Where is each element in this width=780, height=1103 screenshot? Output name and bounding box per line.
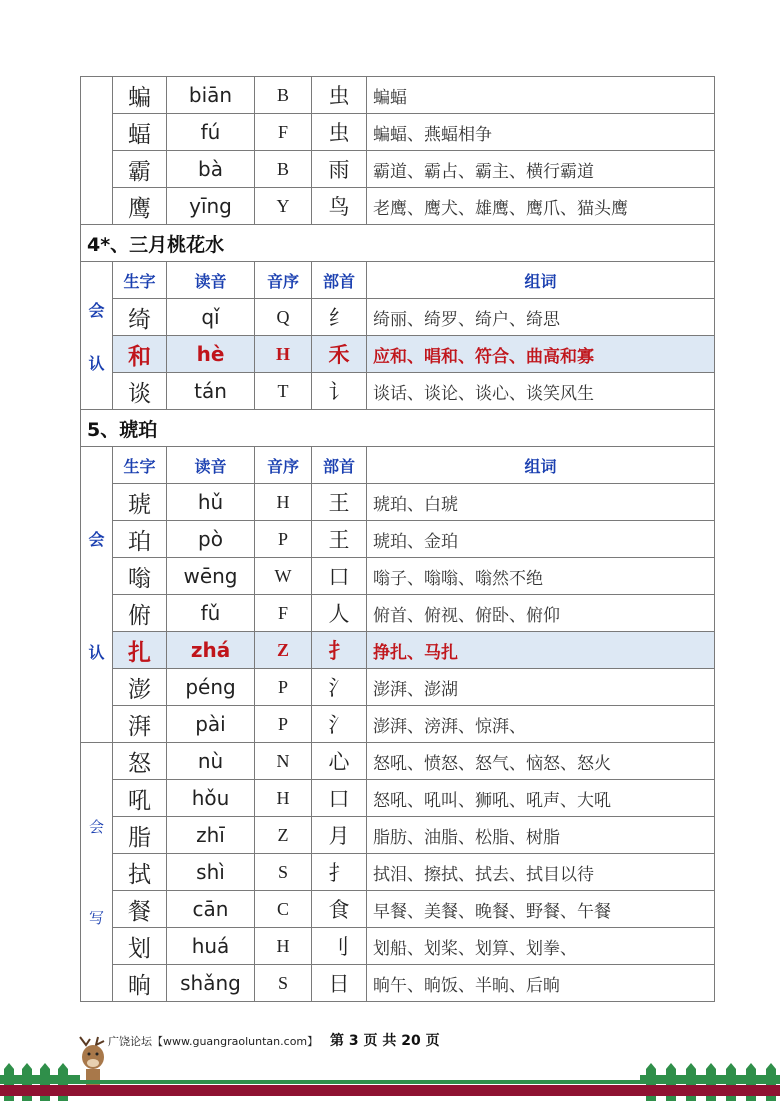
order-cell: P (255, 706, 312, 743)
order-cell: Y (255, 188, 312, 225)
char-cell: 划 (113, 928, 167, 965)
table-row (81, 817, 715, 854)
char-cell: 脂 (113, 817, 167, 854)
radical-cell: 纟 (312, 299, 367, 336)
pinyin-cell: hǒu (167, 780, 255, 817)
header-words: 组词 (367, 262, 715, 299)
table-row (81, 114, 715, 151)
char-cell: 蝙 (113, 77, 167, 114)
section-title: 5、琥珀 (81, 410, 715, 447)
radical-cell: 氵 (312, 669, 367, 706)
header-row (81, 447, 715, 484)
table-row (81, 891, 715, 928)
char-cell: 怒 (113, 743, 167, 780)
table-row (81, 373, 715, 410)
words-cell: 琥珀、金珀 (367, 521, 715, 558)
pinyin-cell: fǔ (167, 595, 255, 632)
order-cell: P (255, 521, 312, 558)
footer-stripe-green (0, 1080, 780, 1084)
words-cell: 老鹰、鹰犬、雄鹰、鹰爪、猫头鹰 (367, 188, 715, 225)
char-cell: 嗡 (113, 558, 167, 595)
order-cell: Q (255, 299, 312, 336)
table-row (81, 484, 715, 521)
pinyin-cell: nù (167, 743, 255, 780)
table-row (81, 780, 715, 817)
section-title: 4*、三月桃花水 (81, 225, 715, 262)
side-label-read (81, 447, 113, 743)
table-row (81, 669, 715, 706)
words-cell: 蝙蝠 (367, 77, 715, 114)
words-cell: 绮丽、绮罗、绮户、绮思 (367, 299, 715, 336)
pinyin-cell: shì (167, 854, 255, 891)
radical-cell: 雨 (312, 151, 367, 188)
pinyin-cell: fú (167, 114, 255, 151)
table-row (81, 965, 715, 1002)
pinyin-cell: pò (167, 521, 255, 558)
radical-cell: 月 (312, 817, 367, 854)
radical-cell: 虫 (312, 114, 367, 151)
radical-cell: 扌 (312, 854, 367, 891)
char-cell: 俯 (113, 595, 167, 632)
order-cell: B (255, 77, 312, 114)
table-row (81, 77, 715, 114)
words-cell: 谈话、谈论、谈心、谈笑风生 (367, 373, 715, 410)
table-row (81, 558, 715, 595)
table-row (81, 743, 715, 780)
radical-cell: 王 (312, 521, 367, 558)
header-row (81, 262, 715, 299)
char-cell: 绮 (113, 299, 167, 336)
order-cell: H (255, 928, 312, 965)
side-label-write (81, 743, 113, 1002)
char-cell: 餐 (113, 891, 167, 928)
pinyin-cell: wēng (167, 558, 255, 595)
radical-cell: 口 (312, 780, 367, 817)
order-cell: P (255, 669, 312, 706)
pinyin-cell: cān (167, 891, 255, 928)
pinyin-cell: bà (167, 151, 255, 188)
pinyin-cell: péng (167, 669, 255, 706)
highlighted-row (81, 632, 715, 669)
table-row (81, 299, 715, 336)
radical-cell: 虫 (312, 77, 367, 114)
table-row (81, 928, 715, 965)
char-cell: 谈 (113, 373, 167, 410)
pinyin-cell: hè (167, 336, 255, 373)
words-cell: 怒吼、吼叫、狮吼、吼声、大吼 (367, 780, 715, 817)
order-cell: S (255, 854, 312, 891)
table-row (81, 151, 715, 188)
pinyin-cell: tán (167, 373, 255, 410)
vocabulary-table (80, 76, 715, 1002)
table-row (81, 595, 715, 632)
pinyin-cell: pài (167, 706, 255, 743)
words-cell: 俯首、俯视、俯卧、俯仰 (367, 595, 715, 632)
char-cell: 鹰 (113, 188, 167, 225)
pinyin-cell: qǐ (167, 299, 255, 336)
order-cell: T (255, 373, 312, 410)
words-cell: 澎湃、澎湖 (367, 669, 715, 706)
radical-cell: 讠 (312, 373, 367, 410)
site-name: 广饶论坛【www.guangraoluntan.com】 (108, 1035, 319, 1048)
char-cell: 蝠 (113, 114, 167, 151)
words-cell: 脂肪、油脂、松脂、树脂 (367, 817, 715, 854)
order-cell: S (255, 965, 312, 1002)
section-title-row (81, 410, 715, 447)
radical-cell: 日 (312, 965, 367, 1002)
pinyin-cell: zhī (167, 817, 255, 854)
order-cell: F (255, 595, 312, 632)
char-cell: 琥 (113, 484, 167, 521)
header-pinyin: 读音 (167, 262, 255, 299)
side-label-top: 会 (88, 818, 104, 836)
radical-cell: 扌 (312, 632, 367, 669)
order-cell: F (255, 114, 312, 151)
char-cell: 扎 (113, 632, 167, 669)
words-cell: 挣扎、马扎 (367, 632, 715, 669)
order-cell: H (255, 484, 312, 521)
order-cell: W (255, 558, 312, 595)
words-cell: 嗡子、嗡嗡、嗡然不绝 (367, 558, 715, 595)
header-words: 组词 (367, 447, 715, 484)
char-cell: 珀 (113, 521, 167, 558)
char-cell: 和 (113, 336, 167, 373)
char-cell: 霸 (113, 151, 167, 188)
radical-cell: 食 (312, 891, 367, 928)
header-char: 生字 (113, 447, 167, 484)
words-cell: 拭泪、擦拭、拭去、拭目以待 (367, 854, 715, 891)
order-cell: C (255, 891, 312, 928)
order-cell: N (255, 743, 312, 780)
side-label-top: 会 (88, 529, 105, 549)
char-cell: 晌 (113, 965, 167, 1002)
header-radical: 部首 (312, 262, 367, 299)
radical-cell: 氵 (312, 706, 367, 743)
words-cell: 澎湃、滂湃、惊湃、 (367, 706, 715, 743)
order-cell: H (255, 780, 312, 817)
words-cell: 蝙蝠、燕蝠相争 (367, 114, 715, 151)
side-label-bottom: 认 (88, 353, 105, 373)
char-cell: 拭 (113, 854, 167, 891)
header-radical: 部首 (312, 447, 367, 484)
header-char: 生字 (113, 262, 167, 299)
section-title-row (81, 225, 715, 262)
pinyin-cell: huá (167, 928, 255, 965)
pinyin-cell: biān (167, 77, 255, 114)
words-cell: 早餐、美餐、晚餐、野餐、午餐 (367, 891, 715, 928)
words-cell: 琥珀、白琥 (367, 484, 715, 521)
highlighted-row (81, 336, 715, 373)
pinyin-cell: yīng (167, 188, 255, 225)
header-order: 音序 (255, 262, 312, 299)
radical-cell: 王 (312, 484, 367, 521)
radical-cell: 刂 (312, 928, 367, 965)
radical-cell: 口 (312, 558, 367, 595)
char-cell: 湃 (113, 706, 167, 743)
char-cell: 澎 (113, 669, 167, 706)
table-row (81, 854, 715, 891)
side-label-bottom: 写 (88, 909, 104, 927)
words-cell: 划船、划桨、划算、划拳、 (367, 928, 715, 965)
char-cell: 吼 (113, 780, 167, 817)
pinyin-cell: shǎng (167, 965, 255, 1002)
words-cell: 霸道、霸占、霸主、横行霸道 (367, 151, 715, 188)
radical-cell: 心 (312, 743, 367, 780)
words-cell: 晌午、晌饭、半晌、后晌 (367, 965, 715, 1002)
page-number: 第 3 页 共 20 页 (330, 1033, 440, 1049)
footer-stripe (0, 1085, 780, 1096)
side-label-bottom: 认 (88, 642, 105, 662)
side-label-read (81, 262, 113, 410)
order-cell: Z (255, 817, 312, 854)
radical-cell: 禾 (312, 336, 367, 373)
words-cell: 怒吼、愤怒、怒气、恼怒、怒火 (367, 743, 715, 780)
order-cell: B (255, 151, 312, 188)
pinyin-cell: hǔ (167, 484, 255, 521)
side-label-top: 会 (88, 300, 105, 320)
pinyin-cell: zhá (167, 632, 255, 669)
side-cell-empty (81, 77, 113, 225)
radical-cell: 鸟 (312, 188, 367, 225)
order-cell: Z (255, 632, 312, 669)
header-order: 音序 (255, 447, 312, 484)
radical-cell: 人 (312, 595, 367, 632)
words-cell: 应和、唱和、符合、曲高和寡 (367, 336, 715, 373)
table-row (81, 706, 715, 743)
header-pinyin: 读音 (167, 447, 255, 484)
table-row (81, 188, 715, 225)
table-row (81, 521, 715, 558)
order-cell: H (255, 336, 312, 373)
